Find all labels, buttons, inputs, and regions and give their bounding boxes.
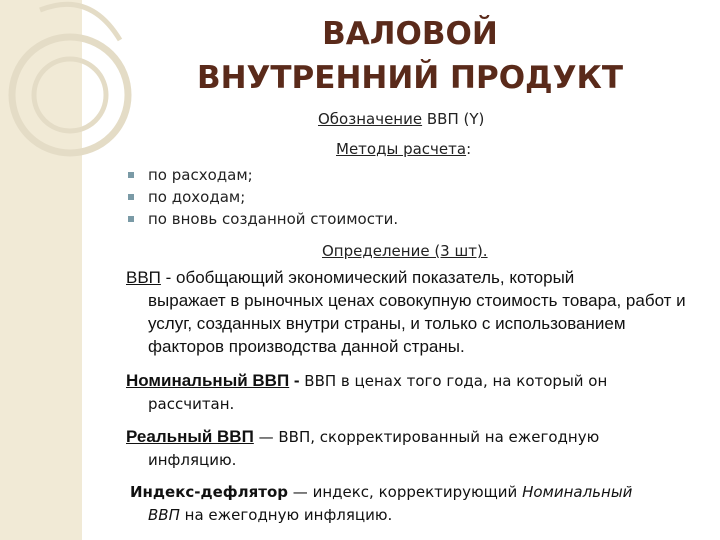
list-item: по расходам; [128, 164, 398, 186]
methods-label: Методы расчета [336, 140, 467, 158]
bullet-square-icon [128, 194, 134, 200]
definition-gdp-continuation: выражает в рыночных ценах совокупную стоимость товара, работ и услуг, созданных внутри страны, и только с использованием факторов производства данной страны. [148, 291, 686, 356]
term-deflator: Индекс-дефлятор [130, 483, 289, 501]
term-real: Реальный ВВП [126, 427, 254, 446]
definition-deflator-continuation: ВВП на ежегодную инфляцию. [148, 506, 393, 524]
definition-deflator: Индекс-дефлятор — индекс, корректирующий Номинальный ВВП на ежегодную инфляцию. [130, 481, 710, 527]
designation-label: Обозначение [318, 110, 423, 128]
term-nominal: Номинальный ВВП [126, 371, 290, 390]
methods-colon: : [466, 140, 472, 158]
list-item: по доходам; [128, 186, 398, 208]
methods-list [128, 164, 398, 230]
list-item: по вновь созданной стоимости. [128, 208, 398, 230]
designation-line [318, 110, 484, 128]
definition-gdp: ВВП - обобщающий экономический показатель, который выражает в рыночных ценах совокупную стоимость товара, работ и услуг, созданных внутри страны, и только с использованием факторов производства данной страны. [126, 266, 706, 358]
title-line-1: ВАЛОВОЙ [322, 16, 498, 52]
definition-real-continuation: инфляцию. [148, 451, 237, 469]
definition-heading: Определение (3 шт). [322, 242, 488, 260]
methods-line [336, 140, 471, 158]
definition-nominal: Номинальный ВВП - ВВП в ценах того года, на который он рассчитан. [126, 369, 706, 416]
bullet-square-icon [128, 216, 134, 222]
definition-nominal-continuation: рассчитан. [148, 395, 235, 413]
bullet-square-icon [128, 172, 134, 178]
designation-value: ВВП (Y) [426, 110, 485, 128]
definition-real: Реальный ВВП — ВВП, скорректированный на ежегодную инфляцию. [126, 425, 706, 472]
title-line-2: ВНУТРЕННИЙ ПРОДУКТ [196, 60, 624, 96]
term-gdp: ВВП [126, 268, 161, 287]
